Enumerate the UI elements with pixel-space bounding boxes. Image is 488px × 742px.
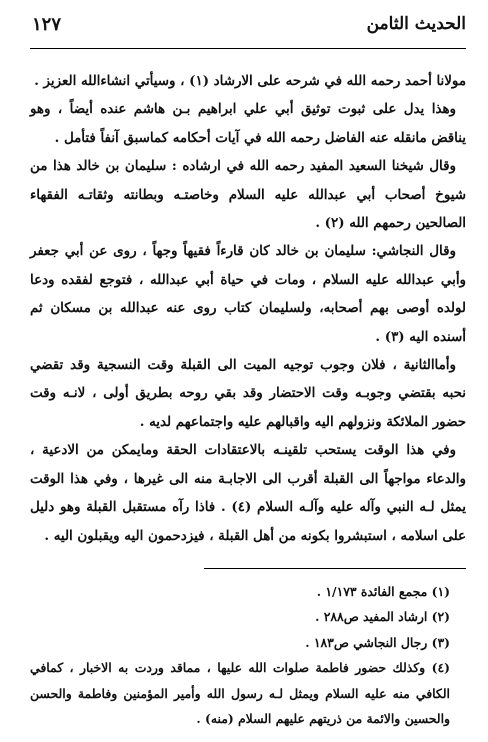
paragraph: وقال شيخنا السعيد المفيد رحمه الله في ارشاده : سليمان بن خالد هذا من شيوخ أصحاب أبي عبدالله عليه السلام وخاصتـه وبطانته وثقاتـه الفقهاء الصالحين رحمهم الله (٢) . <box>30 158 466 232</box>
main-text <box>30 49 466 550</box>
paragraph: مولانا أحمد رحمه الله في شرحه على الارشاد (١) ، وسيأتي انشاءالله العزيز . <box>34 73 466 89</box>
footnotes <box>30 579 466 732</box>
paragraph: وأماالثانية ، فلان وجوب توجيه الميت الى القبلة وقت النسجية وقد تقضي نحبه بقتضي وجوبـه وقت الاحتضار وقد بقي روحه بطريق أولى ، لانـه وقت حضور الملائكة ونزولهم اليه واقبالهم عليه واجتماعهم لديه . <box>30 357 466 430</box>
paragraph: وهذا يدل على ثبوت توثيق أبي علي ابراهيم بـن هاشم عنده أيضاً ، وهو يناقض مانقله عنه الفاضل رحمه الله في آيات أحكامه كماسبق آنفاً فتأمل . <box>30 101 466 146</box>
footnote-separator <box>204 568 466 569</box>
paragraph: وقال النجاشي: سليمان بن خالد كان قارءاً فقيهاً وجهاً ، روى عن أبي جعفر وأبي عبدالله عليه السلام ، ومات في حياة أبي عبدالله ، فتوجع لفقده ودعا لولده أوصى بهم أصحابه، ولسليمان كتاب روى عنه عبدالله بن مسكان ثم أسنده اليه (٣) . <box>30 243 466 345</box>
footnote: (٤) وكذلك حضور فاطمة صلوات الله عليها ، مماقد وردت به الاخبار ، كمافي الكافي منه عليه السلام ويمثل لـه رسول الله وأمير المؤمنين وفاطمة والحسن والحسين والائمة من ذريتهم عليهم السلام (منه) . <box>30 660 450 727</box>
book-page <box>0 4 488 742</box>
footnote: (١) مجمع الفائدة ١/١٧٣ . <box>316 583 450 599</box>
footnote: (٣) رجال النجاشي ص١٨٣ . <box>305 634 450 650</box>
running-header <box>30 4 466 49</box>
footnote: (٢) ارشاد المفيد ص٢٨٨ . <box>315 609 450 625</box>
chapter-title: الحديث الثامن <box>366 14 466 34</box>
paragraph: وفي هذا الوقت يستحب تلقينـه بالاعتقادات الحقة ومايمكن من الادعية ، والدعاء مواجهاً الى القبلة أقرب الى الاجابـة منه الى غيرها ، وفي هذا الوقت يمثل لـه النبي وآله عليه وآلـه السلام (٤) . فاذا رآه مستقبل القبلة وهو دليل على اسلامه ، استبشروا بكونه من أهل القبلة ، فيزدحمون اليه ويقبلون اليه . <box>30 442 466 544</box>
page-number: ١٢٧ <box>32 14 62 35</box>
